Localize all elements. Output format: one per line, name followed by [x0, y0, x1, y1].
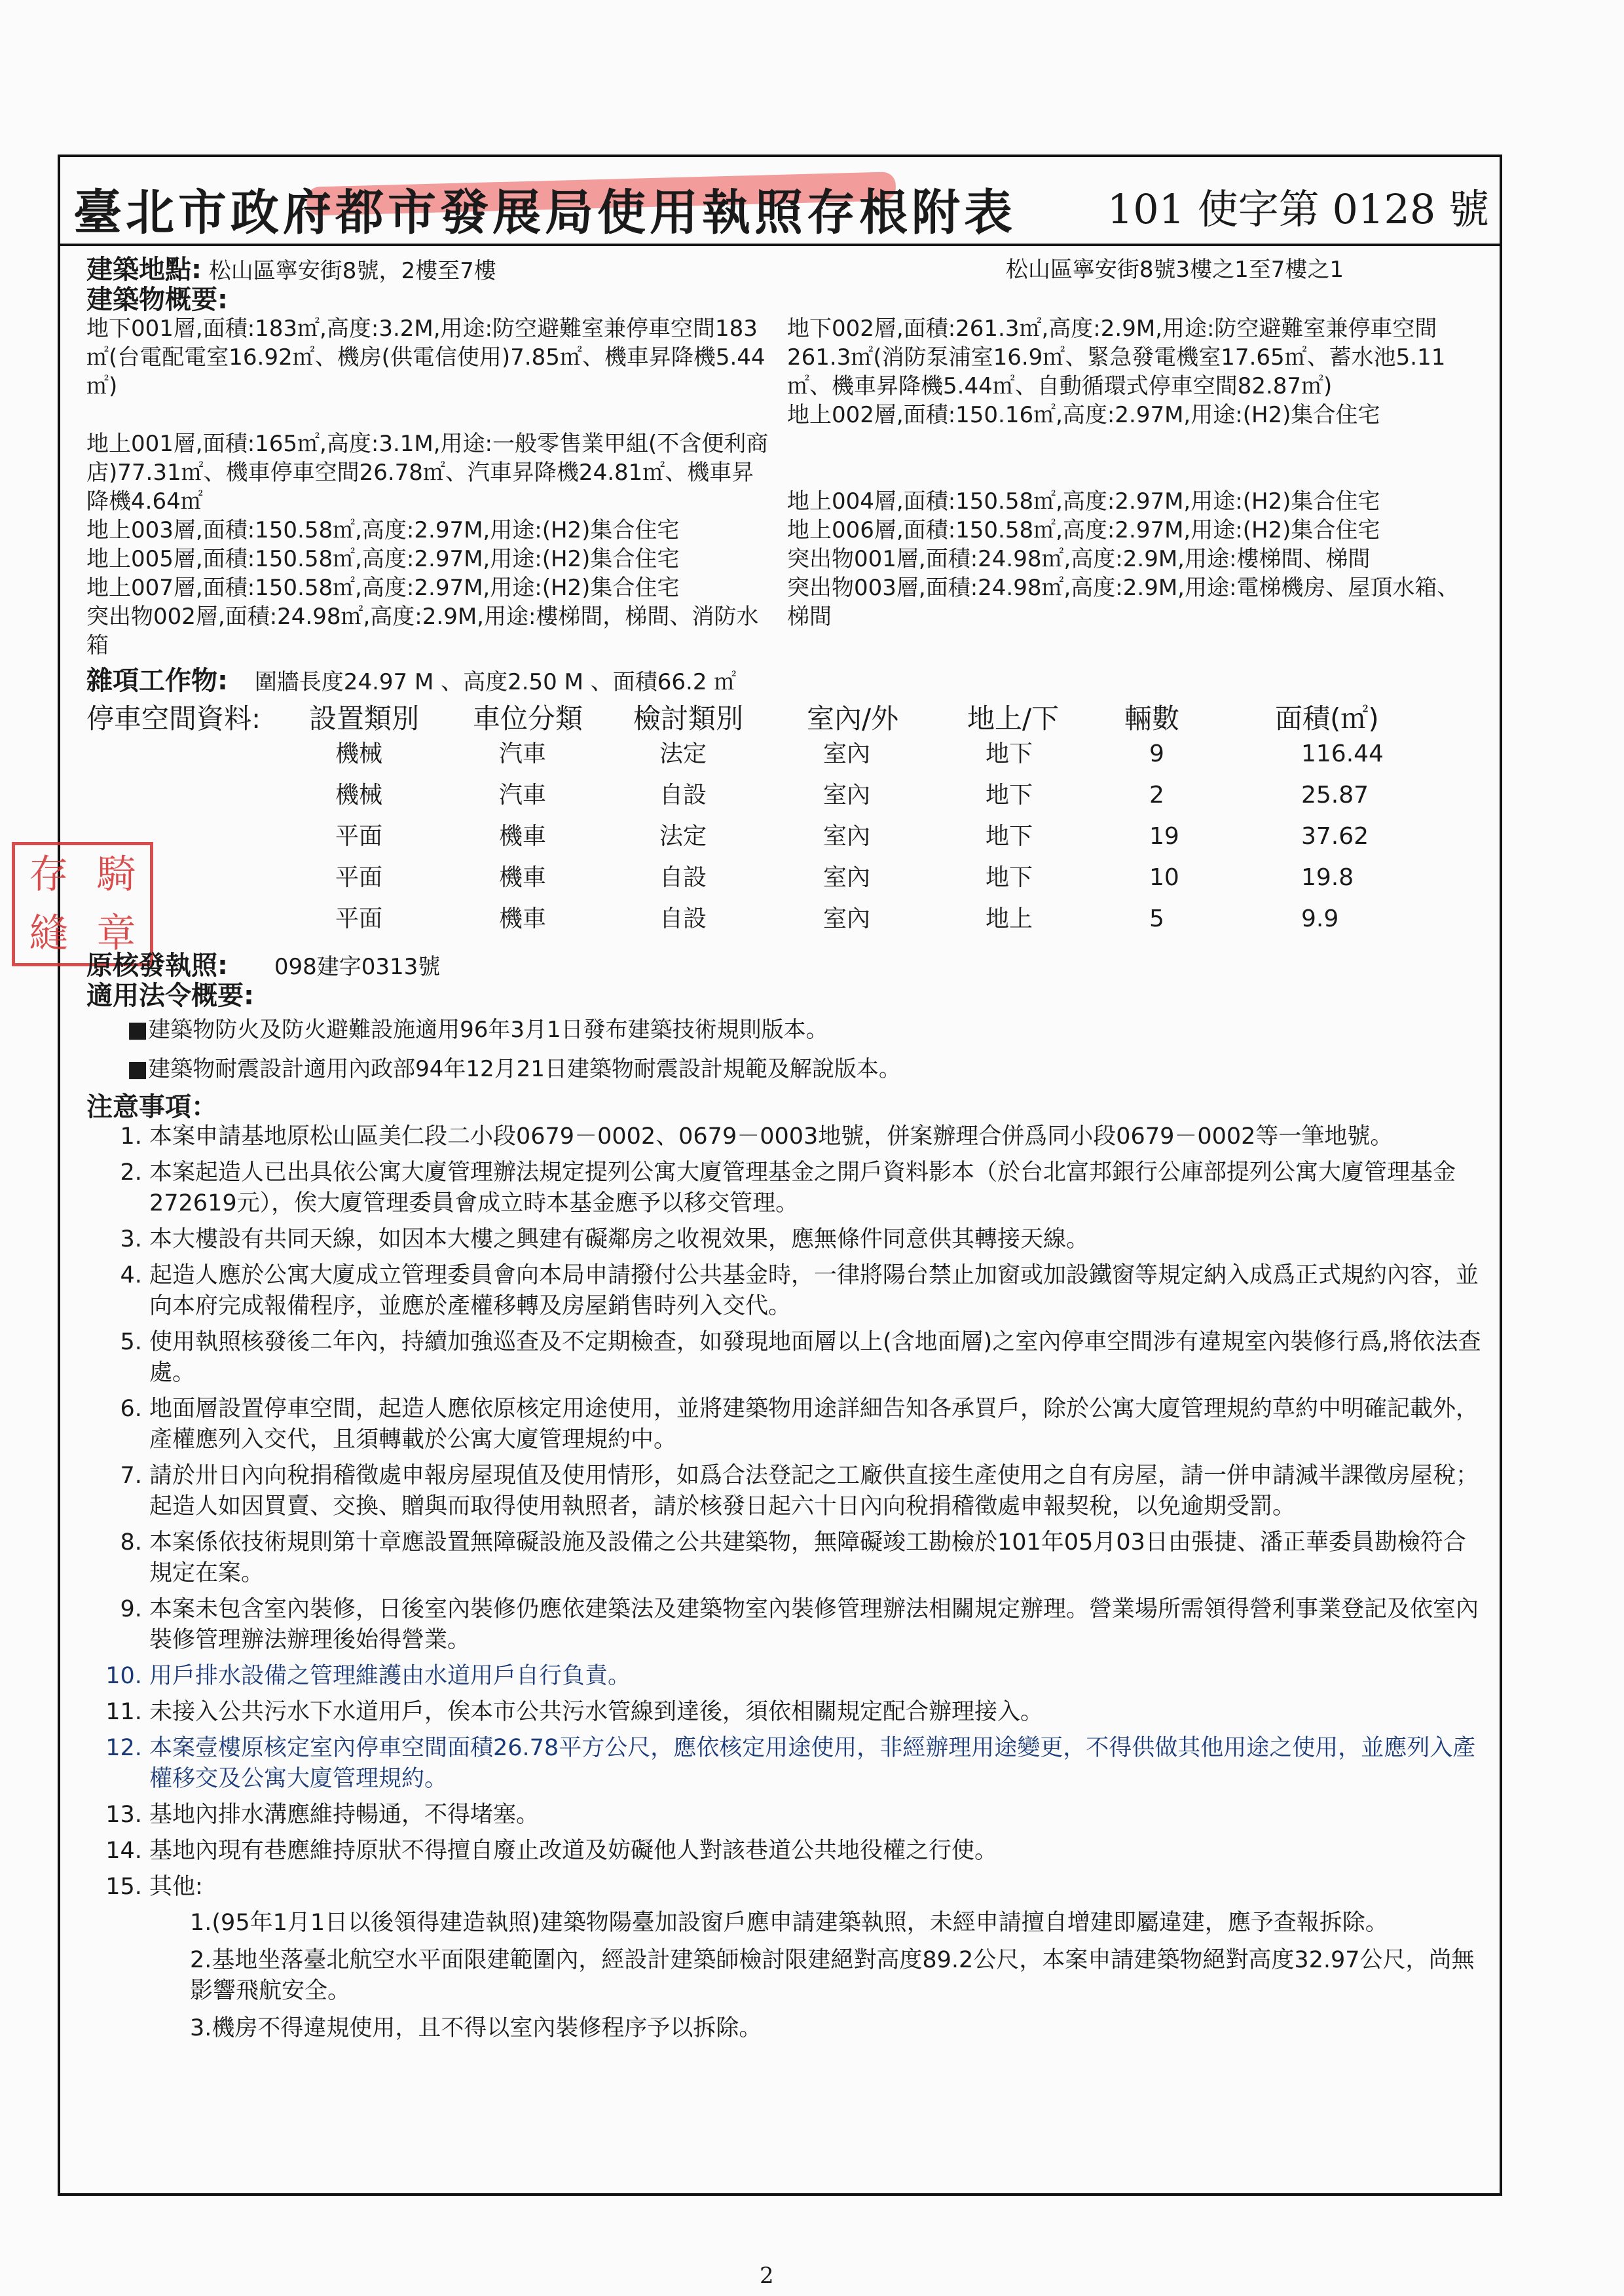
- note-item: 11. 未接入公共污水下水道用戶，俟本市公共污水管線到達後，須依相關規定配合辦理接入。: [149, 1697, 1488, 1728]
- parking-cell: 19: [1149, 822, 1179, 850]
- note-item: 10. 用戶排水設備之管理維護由水道用戶自行負責。: [149, 1661, 1488, 1692]
- parking-col-header: 檢討類別: [633, 702, 744, 735]
- site-right: 松山區寧安街8號3樓之1至7樓之1: [1005, 257, 1344, 283]
- floor-entry: 地上001層,面積:165㎡,高度:3.1M,用途:一般零售業甲組(不含便利商店)77.31㎡、機車停車空間26.78㎡、汽車昇降機24.81㎡、機車昇降機4.64㎡: [86, 431, 769, 515]
- misc-text: 圍牆長度24.97 M 、高度2.50 M 、面積66.2 ㎡: [254, 669, 737, 695]
- site-label: 建築地點:: [86, 255, 202, 285]
- parking-header-row: [86, 704, 1488, 733]
- original-permit-line: [86, 951, 1488, 981]
- parking-cell: 地下: [986, 781, 1033, 809]
- parking-cell: 平面: [335, 905, 383, 932]
- overview-right: [787, 314, 1488, 660]
- note-item: 13. 基地內排水溝應維持暢通，不得堵塞。: [149, 1800, 1488, 1831]
- site-left: 松山區寧安街8號，2樓至7樓: [208, 258, 496, 284]
- seal-stamp: 存 騎 縫 章: [12, 842, 153, 966]
- parking-row: [335, 816, 1419, 857]
- other-notes: [86, 1908, 1488, 2044]
- page-number: 2: [760, 2263, 774, 2289]
- note-item: 3. 本大樓設有共同天線，如因本大樓之興建有礙鄰房之收視效果，應無條件同意供其轉接天線。: [149, 1224, 1488, 1255]
- notes-label: 注意事項：: [86, 1092, 217, 1122]
- note-item: 14. 基地內現有巷應維持原狀不得擅自廢止改道及妨礙他人對該巷道公共地役權之行使。: [149, 1836, 1488, 1867]
- parking-cell: 機械: [335, 740, 383, 767]
- note-item: 6. 地面層設置停車空間，起造人應依原核定用途使用，並將建築物用途詳細告知各承買戶，除於公寓大廈管理規約草約中明確記載外，產權應列入交代，且須轉載於公寓大廈管理規約中。: [149, 1394, 1488, 1455]
- note-item: 8. 本案係依技術規則第十章應設置無障礙設施及設備之公共建築物，無障礙竣工勘檢於101年05月03日由張捷、潘正華委員勘檢符合規定在案。: [149, 1527, 1488, 1589]
- note-item: 9. 本案未包含室內裝修，日後室內裝修仍應依建築法及建築物室內裝修管理辦法相關規定辦理。營業場所需領得營利事業登記及依室內裝修管理辦法辦理後始得營業。: [149, 1594, 1488, 1656]
- parking-row: [335, 857, 1419, 898]
- floor-entry: 地上007層,面積:150.58㎡,高度:2.97M,用途:(H2)集合住宅: [86, 575, 680, 601]
- parking-cell: 9: [1149, 740, 1164, 767]
- notes-section: [86, 1121, 1488, 2044]
- floor-entry: 地上002層,面積:150.16㎡,高度:2.97M,用途:(H2)集合住宅: [787, 402, 1380, 428]
- original-permit-label: 原核發執照:: [86, 951, 228, 981]
- other-note: 3.機房不得違規使用，且不得以室內裝修程序予以拆除。: [190, 2015, 762, 2041]
- parking-cell: 汽車: [499, 781, 547, 809]
- law-item: ■建築物耐震設計適用內政部94年12月21日建築物耐震設計規範及解說版本。: [127, 1056, 901, 1082]
- note-item: 2. 本案起造人已出具依公寓大廈管理辦法規定提列公寓大廈管理基金之開戶資料影本（於台北富邦銀行公庫部提列公寓大廈管理基金272619元），俟大廈管理委員會成立時本基金應予以移交管理。: [149, 1157, 1488, 1219]
- floor-entry: 地上005層,面積:150.58㎡,高度:2.97M,用途:(H2)集合住宅: [86, 546, 680, 572]
- note-item: 4. 起造人應於公寓大廈成立管理委員會向本局申請撥付公共基金時，一律將陽台禁止加窗或加設鐵窗等規定納入成爲正式規約內容，並向本府完成報備程序，並應於產權移轉及房屋銷售時列入交代。: [149, 1260, 1488, 1322]
- parking-row: [335, 898, 1419, 939]
- other-note: 1.(95年1月1日以後領得建造執照)建築物陽臺加設窗戶應申請建築執照，未經申請擅自增建即屬違建，應予查報拆除。: [190, 1910, 1388, 1936]
- overview-left: [86, 314, 787, 660]
- document-body: [86, 255, 1488, 2044]
- floor-entry: 地下002層,面積:261.3㎡,高度:2.9M,用途:防空避難室兼停車空間261.3㎡(消防泵浦室16.9㎡、緊急發電機室17.65㎡、蓄水池5.11㎡、機車昇降機5.44㎡、自動循環式停車空間82.87㎡): [787, 316, 1446, 399]
- parking-cell: 平面: [335, 822, 383, 850]
- note-item: 1. 本案申請基地原松山區美仁段二小段0679－0002、0679－0003地號，併案辦理合併爲同小段0679－0002等一筆地號。: [149, 1121, 1488, 1152]
- parking-cell: 地下: [986, 864, 1033, 891]
- parking-cell: 37.62: [1301, 822, 1369, 850]
- parking-cell: 19.8: [1301, 864, 1354, 891]
- parking-cell: 室內: [823, 864, 871, 891]
- floor-entry: 地上003層,面積:150.58㎡,高度:2.97M,用途:(H2)集合住宅: [86, 517, 680, 543]
- parking-cell: 116.44: [1301, 740, 1384, 767]
- misc-label: 雜項工作物:: [86, 666, 228, 696]
- page-title: 臺北市政府都市發展局使用執照存根附表: [73, 185, 1016, 241]
- misc-line: [86, 666, 1488, 697]
- parking-col-header: 地上/下: [967, 702, 1060, 735]
- parking-cell: 機車: [499, 864, 547, 891]
- original-permit-value: 098建字0313號: [274, 954, 441, 980]
- parking-cell: 法定: [659, 822, 707, 850]
- parking-cell: 汽車: [499, 740, 547, 767]
- parking-cell: 地上: [986, 905, 1033, 932]
- parking-cell: 平面: [335, 864, 383, 891]
- parking-cell: 機械: [335, 781, 383, 809]
- floor-entry: 突出物002層,面積:24.98㎡,高度:2.9M,用途:樓梯間，梯間、消防水箱: [86, 604, 759, 659]
- parking-cell: 10: [1149, 864, 1179, 891]
- overview-columns: [86, 314, 1488, 660]
- floor-entry: 突出物003層,面積:24.98㎡,高度:2.9M,用途:電梯機房、屋頂水箱、梯間: [787, 575, 1460, 630]
- floor-entry: 地下001層,面積:183㎡,高度:3.2M,用途:防空避難室兼停車空間183㎡(台電配電室16.92㎡、機房(供電信使用)7.85㎡、機車昇降機5.44㎡): [86, 316, 766, 399]
- parking-cell: 自設: [659, 905, 707, 932]
- parking-cell: 25.87: [1301, 781, 1369, 809]
- parking-cell: 自設: [659, 781, 707, 809]
- floor-entry: 地上006層,面積:150.58㎡,高度:2.97M,用途:(H2)集合住宅: [787, 517, 1380, 543]
- parking-row: [335, 733, 1419, 774]
- other-note: 2.基地坐落臺北航空水平面限建範圍內，經設計建築師檢討限建絕對高度89.2公尺，本案申請建築物絕對高度32.97公尺，尚無影響飛航安全。: [190, 1947, 1475, 2004]
- parking-col-header: 輛數: [1124, 702, 1180, 735]
- parking-col-header: 面積(㎡): [1275, 702, 1379, 735]
- note-item: 7. 請於卅日內向稅捐稽徵處申報房屋現值及使用情形，如爲合法登記之工廠供直接生產使用之自有房屋，請一併申請減半課徵房屋稅；起造人如因買賣、交換、贈與而取得使用執照者，請於核發日起六十日內向稅捐稽徵處申報契稅，以免逾期受罰。: [149, 1461, 1488, 1522]
- site-line: [86, 255, 1488, 285]
- note-item: 5. 使用執照核發後二年內，持續加強巡查及不定期檢查，如發現地面層以上(含地面層)之室內停車空間涉有違規室內裝修行爲,將依法查處。: [149, 1327, 1488, 1389]
- parking-cell: 地下: [986, 822, 1033, 850]
- parking-cell: 室內: [823, 740, 871, 767]
- parking-cell: 法定: [659, 740, 707, 767]
- parking-col-header: 設置類別: [309, 702, 420, 735]
- parking-cell: 地下: [986, 740, 1033, 767]
- permit-number: 101 使字第 0128 號: [1107, 185, 1489, 233]
- parking-table: [335, 733, 1419, 939]
- floor-entry: 地上004層,面積:150.58㎡,高度:2.97M,用途:(H2)集合住宅: [787, 488, 1380, 515]
- parking-cell: 室內: [823, 905, 871, 932]
- note-item: 15. 其他:: [149, 1872, 1488, 1903]
- parking-cell: 9.9: [1301, 905, 1339, 932]
- floor-entry: 突出物001層,面積:24.98㎡,高度:2.9M,用途:樓梯間、梯間: [787, 546, 1371, 572]
- overview-label: 建築物概要:: [86, 285, 228, 315]
- parking-row: [335, 774, 1419, 816]
- parking-cell: 室內: [823, 781, 871, 809]
- parking-col-header: 室內/外: [807, 702, 899, 735]
- parking-cell: 2: [1149, 781, 1164, 809]
- title-row: [58, 155, 1502, 246]
- parking-col-header: 車位分類: [473, 702, 583, 735]
- laws-label: 適用法令概要:: [86, 981, 254, 1011]
- parking-cell: 機車: [499, 822, 547, 850]
- parking-cell: 自設: [659, 864, 707, 891]
- parking-cell: 室內: [823, 822, 871, 850]
- law-item: ■建築物防火及防火避難設施適用96年3月1日發布建築技術規則版本。: [127, 1017, 828, 1043]
- parking-label: 停車空間資料:: [86, 702, 261, 735]
- note-item: 12. 本案壹樓原核定室內停車空間面積26.78平方公尺，應依核定用途使用，非經辦理用途變更，不得供做其他用途之使用，並應列入產權移交及公寓大廈管理規約。: [149, 1733, 1488, 1795]
- laws-list: [86, 1010, 1488, 1089]
- parking-cell: 機車: [499, 905, 547, 932]
- parking-cell: 5: [1149, 905, 1164, 932]
